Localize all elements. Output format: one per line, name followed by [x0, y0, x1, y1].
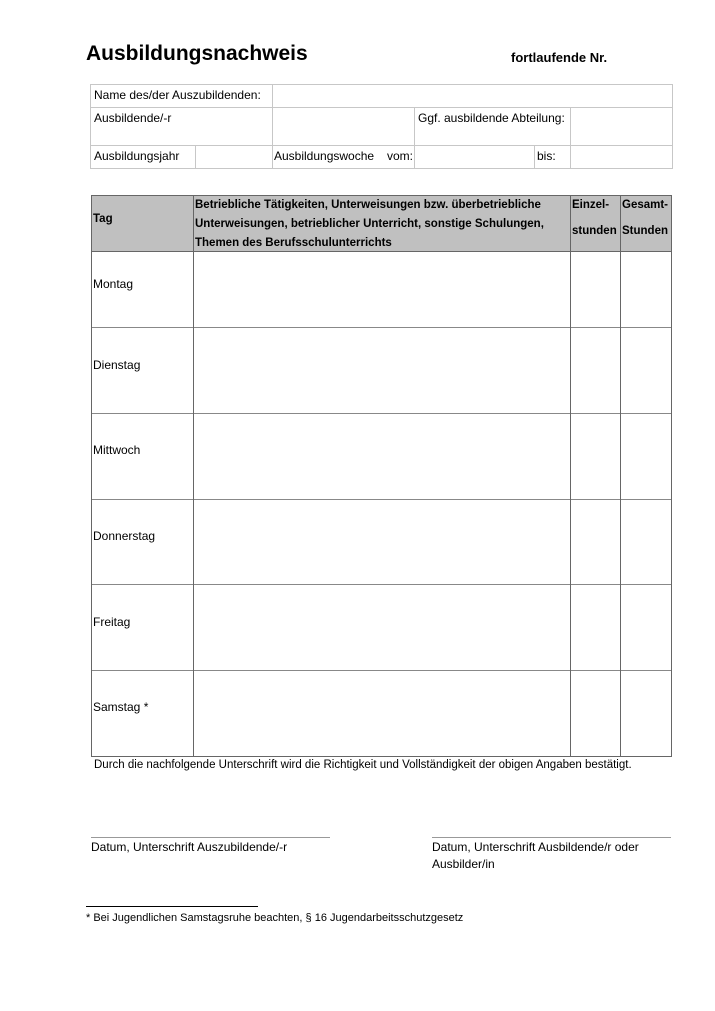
single-hours-cell[interactable] — [571, 500, 620, 584]
page-title: Ausbildungsnachweis — [86, 42, 308, 65]
activities-cell[interactable] — [194, 252, 570, 327]
single-hours-cell[interactable] — [571, 671, 620, 756]
week-to-label: bis: — [537, 149, 556, 163]
total-hours-cell[interactable] — [621, 500, 671, 584]
col-header-activities-line: Betriebliche Tätigkeiten, Unterweisungen bzw. überbetriebliche — [195, 199, 541, 211]
col-header-activities-line: Themen des Berufsschulunterrichts — [195, 237, 392, 249]
trainer-signature-label — [432, 839, 639, 873]
trainer-signature-line[interactable] — [432, 837, 671, 838]
week-label: Ausbildungswoche — [274, 149, 375, 163]
col-header-single-hours-line: stunden — [572, 225, 617, 237]
week-to-field[interactable] — [572, 147, 672, 167]
col-header-day: Tag — [93, 213, 113, 225]
week-from-label: vom: — [387, 149, 414, 163]
day-tuesday: Dienstag — [93, 358, 141, 372]
total-hours-cell[interactable] — [621, 328, 671, 413]
single-hours-cell[interactable] — [571, 585, 620, 670]
trainee-label: Ausbildende/-r — [94, 111, 172, 125]
activities-cell[interactable] — [194, 671, 570, 756]
trainee-field[interactable] — [274, 109, 414, 144]
total-hours-cell[interactable] — [621, 414, 671, 499]
trainee-signature-label: Datum, Unterschrift Auszubildende/-r — [91, 840, 288, 854]
col-header-activities-line: Unterweisungen, betrieblicher Unterricht, sonstige Schulungen, — [195, 218, 544, 230]
confirmation-text: Durch die nachfolgende Unterschrift wird die Richtigkeit und Vollständigkeit der obigen Angaben bestätigt. — [94, 759, 632, 771]
single-hours-cell[interactable] — [571, 252, 620, 327]
activities-cell[interactable] — [194, 328, 570, 413]
name-label: Name des/der Auszubildenden: — [94, 88, 261, 102]
name-field[interactable] — [274, 86, 672, 106]
week-from-field[interactable] — [416, 147, 533, 167]
total-hours-cell[interactable] — [621, 671, 671, 756]
single-hours-cell[interactable] — [571, 414, 620, 499]
year-label: Ausbildungsjahr — [94, 149, 180, 163]
trainer-signature-label-line: Ausbilder/in — [432, 857, 495, 871]
year-field[interactable] — [197, 147, 271, 167]
day-friday: Freitag — [93, 615, 131, 629]
day-wednesday: Mittwoch — [93, 443, 141, 457]
total-hours-cell[interactable] — [621, 585, 671, 670]
col-header-activities — [195, 196, 544, 253]
single-hours-cell[interactable] — [571, 328, 620, 413]
department-field[interactable] — [572, 109, 672, 144]
total-hours-cell[interactable] — [621, 252, 671, 327]
footnote-divider — [86, 906, 258, 907]
col-header-total-hours — [622, 196, 668, 241]
col-header-single-hours — [572, 196, 617, 241]
col-header-total-hours-line: Gesamt- — [622, 199, 669, 211]
activities-cell[interactable] — [194, 585, 570, 670]
activities-cell[interactable] — [194, 414, 570, 499]
col-header-single-hours-line: Einzel- — [572, 199, 610, 211]
day-monday: Montag — [93, 277, 134, 291]
trainer-signature-label-line: Datum, Unterschrift Ausbildende/r oder — [432, 840, 639, 854]
trainee-signature-line[interactable] — [91, 837, 330, 838]
serial-number-label: fortlaufende Nr. — [511, 50, 608, 65]
footnote: * Bei Jugendlichen Samstagsruhe beachten, § 16 Jugendarbeitsschutzgesetz — [86, 912, 464, 924]
department-label: Ggf. ausbildende Abteilung: — [418, 111, 565, 125]
day-saturday: Samstag * — [93, 700, 149, 714]
activities-cell[interactable] — [194, 500, 570, 584]
col-header-total-hours-line: Stunden — [622, 225, 668, 237]
day-thursday: Donnerstag — [93, 529, 156, 543]
